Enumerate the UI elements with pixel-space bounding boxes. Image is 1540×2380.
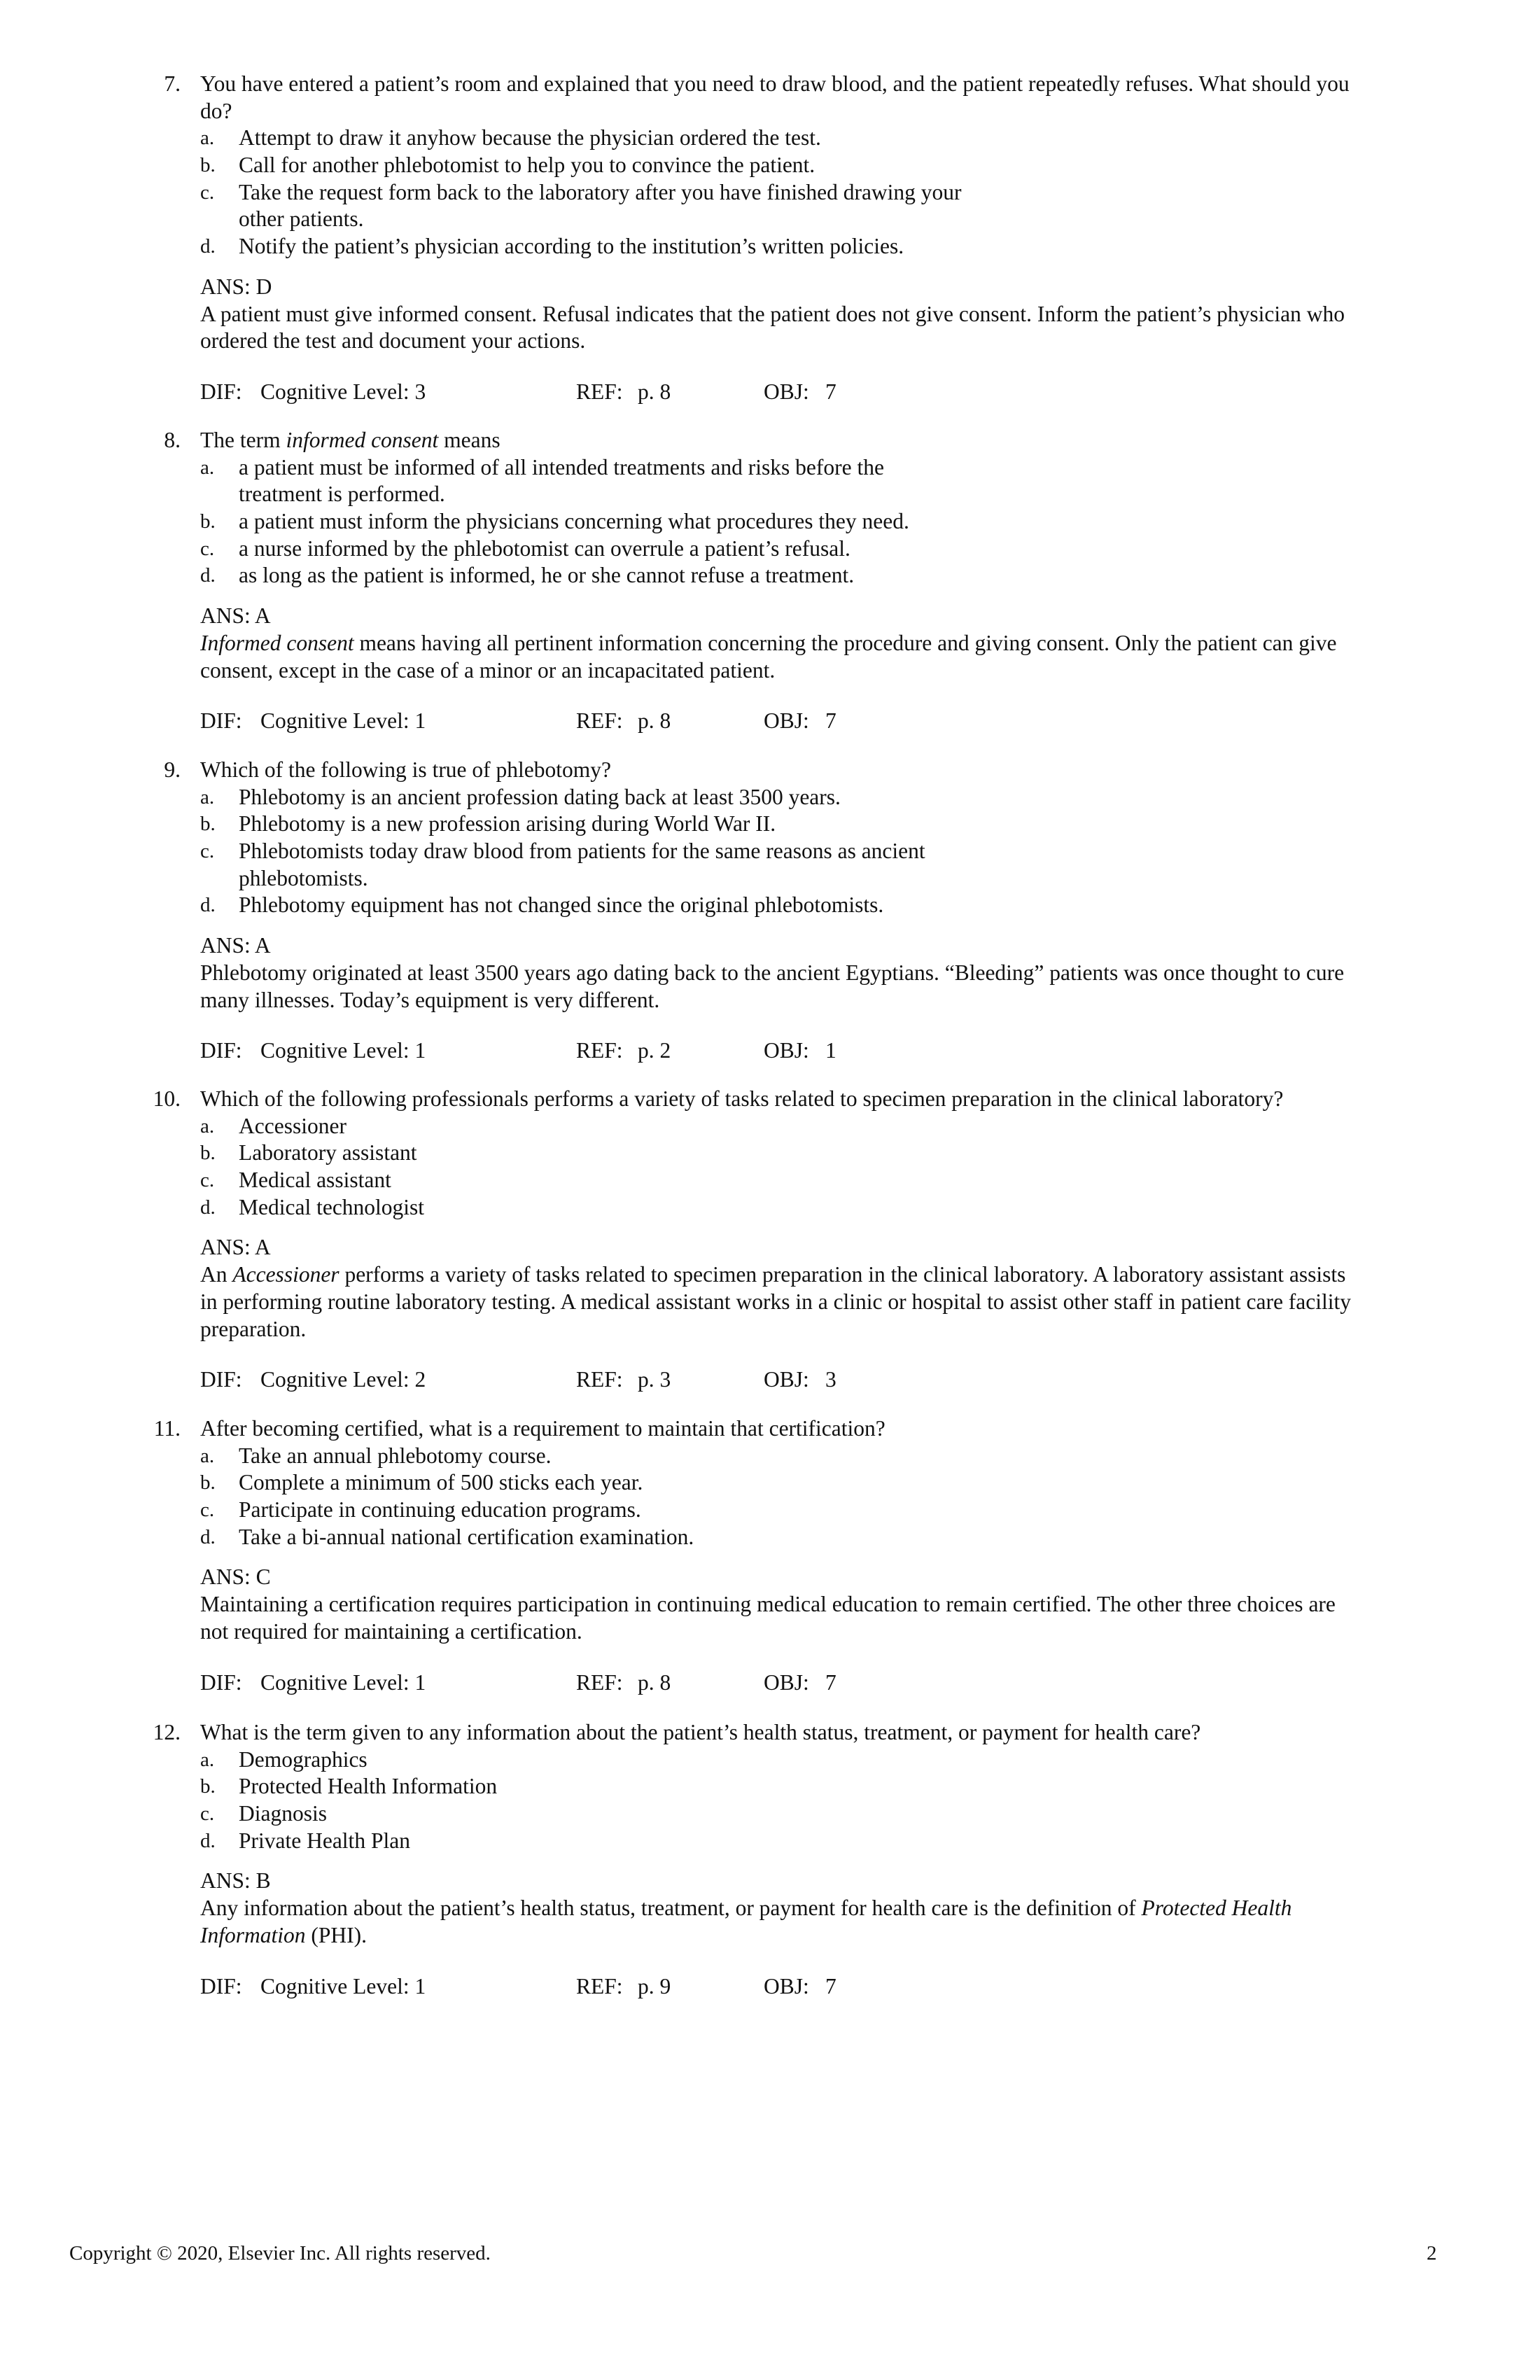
meta-ref-label: REF:	[576, 1038, 623, 1063]
question-metadata	[0, 1973, 1540, 2001]
question-stem-line	[0, 757, 1540, 784]
meta-obj-label: OBJ:	[764, 1670, 809, 1695]
meta-ref-label: REF:	[576, 379, 623, 404]
option-text: a nurse informed by the phlebotomist can overrule a patient’s refusal.	[239, 536, 850, 561]
option-letter: a.	[200, 1748, 215, 1771]
question-number: 10.	[153, 1086, 181, 1111]
option-text: Take an annual phlebotomy course.	[239, 1443, 552, 1468]
question-number: 12.	[153, 1720, 181, 1744]
answer-option	[0, 481, 1540, 508]
meta-ref: p. 9	[638, 1973, 671, 1998]
answer-option	[0, 125, 1540, 152]
answer-option	[0, 1469, 1540, 1497]
meta-dif: Cognitive Level: 3	[260, 379, 426, 404]
question-stem-line	[0, 1415, 1540, 1443]
question-stem-line	[0, 98, 1540, 125]
question-stem-text	[200, 1086, 1283, 1113]
meta-dif: Cognitive Level: 2	[260, 1367, 426, 1392]
option-text: Attempt to draw it anyhow because the physician ordered the test.	[239, 125, 821, 150]
answer-option	[0, 1773, 1540, 1800]
option-letter: c.	[200, 537, 215, 560]
text-segment: preparation.	[200, 1316, 307, 1341]
option-letter: a.	[200, 1444, 215, 1467]
option-letter: c.	[200, 1169, 215, 1192]
text-segment: Maintaining a certification requires participation in continuing medical education to remain certified. The other three choices are	[200, 1592, 1336, 1617]
text-segment: consent, except in the case of a minor or an incapacitated patient.	[200, 657, 776, 682]
question-10	[0, 1086, 1540, 1394]
text-segment: Which of the following professionals performs a variety of tasks related to specimen preparation in the clinical laboratory?	[200, 1086, 1284, 1111]
explanation-line	[0, 1895, 1540, 1922]
option-text: Laboratory assistant	[239, 1140, 417, 1166]
text-segment: A patient must give informed consent. Refusal indicates that the patient does not give consent. Inform the patient’s physician who	[200, 301, 1345, 326]
question-number: 7.	[164, 71, 181, 96]
question-number: 11.	[153, 1416, 181, 1441]
explanation-text	[200, 1618, 582, 1646]
question-8	[0, 427, 1540, 735]
answer-option	[0, 1443, 1540, 1470]
question-stem-text	[200, 757, 611, 784]
option-text: Phlebotomists today draw blood from patients for the same reasons as ancient	[239, 839, 925, 864]
explanation-text	[200, 328, 585, 355]
answer-key	[0, 274, 1540, 301]
explanation-text	[200, 1895, 1292, 1922]
question-metadata	[0, 708, 1540, 735]
option-letter: c.	[200, 840, 215, 863]
option-text: Notify the patient’s physician according to the institution’s written policies.	[239, 234, 904, 259]
question-metadata	[0, 1670, 1540, 1697]
answer-option	[0, 1167, 1540, 1194]
option-text: Medical technologist	[239, 1194, 425, 1219]
question-stem-line	[0, 71, 1540, 98]
option-text: as long as the patient is informed, he or she cannot refuse a treatment.	[239, 563, 855, 588]
meta-dif-label: DIF:	[200, 1038, 242, 1063]
meta-dif: Cognitive Level: 1	[260, 708, 426, 734]
question-stem-line	[0, 1719, 1540, 1746]
option-text: Call for another phlebotomist to help you to convince the patient.	[239, 153, 816, 178]
answer-text: ANS: B	[200, 1868, 271, 1893]
answer-option	[0, 1524, 1540, 1551]
explanation-text	[200, 301, 1345, 328]
option-letter: a.	[200, 127, 215, 150]
meta-obj-label: OBJ:	[764, 708, 809, 734]
option-letter: c.	[200, 1802, 215, 1826]
explanation-line	[0, 657, 1540, 685]
meta-ref: p. 8	[638, 1670, 671, 1695]
text-segment: means having all pertinent information concerning the procedure and giving consent. Only the patient can give	[354, 630, 1337, 655]
option-letter: b.	[200, 1142, 216, 1165]
text-segment: After becoming certified, what is a requirement to maintain that certification?	[200, 1416, 886, 1441]
meta-ref-label: REF:	[576, 1670, 623, 1695]
question-metadata	[0, 1037, 1540, 1065]
explanation-text	[200, 657, 775, 685]
meta-obj: 1	[825, 1038, 836, 1063]
option-text: other patients.	[239, 206, 364, 232]
option-letter: b.	[200, 1471, 216, 1494]
question-number: 8.	[164, 428, 181, 452]
question-stem-text	[200, 71, 1350, 98]
question-9	[0, 757, 1540, 1065]
answer-option	[0, 1746, 1540, 1774]
question-7	[0, 71, 1540, 406]
meta-dif-label: DIF:	[200, 708, 242, 734]
meta-obj: 7	[825, 1670, 836, 1695]
text-segment: not required for maintaining a certification.	[200, 1618, 582, 1644]
meta-ref: p. 8	[638, 379, 671, 404]
answer-option	[0, 536, 1540, 563]
question-metadata	[0, 1366, 1540, 1394]
option-text: Participate in continuing education programs.	[239, 1497, 641, 1522]
explanation-text	[200, 1591, 1336, 1618]
option-text: Private Health Plan	[239, 1828, 410, 1853]
question-number: 9.	[164, 757, 181, 782]
explanation-line	[0, 1289, 1540, 1316]
option-text: Phlebotomy is an ancient profession dating back at least 3500 years.	[239, 784, 841, 809]
meta-obj-label: OBJ:	[764, 1973, 809, 1998]
meta-ref-label: REF:	[576, 708, 623, 734]
answer-option	[0, 784, 1540, 811]
text-segment: Any information about the patient’s health status, treatment, or payment for health care is the definition of	[200, 1896, 1142, 1921]
meta-obj: 7	[825, 1973, 836, 1998]
explanation-line	[0, 301, 1540, 328]
option-text: Take the request form back to the laboratory after you have finished drawing your	[239, 179, 962, 204]
option-letter: a.	[200, 785, 215, 808]
answer-text: ANS: A	[200, 933, 271, 958]
option-letter: d.	[200, 1525, 216, 1548]
option-letter: c.	[200, 1499, 215, 1522]
explanation-text	[200, 1289, 1351, 1316]
explanation-text	[200, 1922, 367, 1949]
answer-text: ANS: C	[200, 1564, 271, 1590]
answer-option	[0, 206, 1540, 233]
option-letter: d.	[200, 564, 216, 587]
text-segment: Protected Health	[1141, 1896, 1292, 1921]
option-letter: d.	[200, 894, 216, 917]
option-letter: b.	[200, 510, 216, 533]
option-text: Accessioner	[239, 1113, 346, 1138]
option-letter: c.	[200, 181, 215, 204]
option-text: Medical assistant	[239, 1168, 391, 1193]
option-text: treatment is performed.	[239, 482, 445, 507]
answer-key	[0, 1868, 1540, 1895]
meta-ref: p. 8	[638, 708, 671, 734]
option-text: phlebotomists.	[239, 865, 368, 890]
meta-dif-label: DIF:	[200, 379, 242, 404]
answer-option	[0, 562, 1540, 589]
option-letter: b.	[200, 154, 216, 177]
answer-key	[0, 1234, 1540, 1261]
question-11	[0, 1415, 1540, 1696]
answer-option	[0, 1497, 1540, 1524]
option-text: Complete a minimum of 500 sticks each year.	[239, 1470, 643, 1495]
question-stem-line	[0, 427, 1540, 454]
meta-obj: 7	[825, 708, 836, 734]
option-letter: a.	[200, 456, 215, 479]
explanation-line	[0, 987, 1540, 1014]
explanation-text	[200, 987, 659, 1014]
option-text: Phlebotomy equipment has not changed since the original phlebotomists.	[239, 892, 884, 918]
answer-text: ANS: D	[200, 274, 272, 299]
option-text: Phlebotomy is a new profession arising during World War II.	[239, 811, 776, 836]
question-stem-text	[200, 1719, 1200, 1746]
answer-key	[0, 1564, 1540, 1591]
question-stem-line	[0, 1086, 1540, 1113]
explanation-line	[0, 1618, 1540, 1646]
meta-obj-label: OBJ:	[764, 1038, 809, 1063]
meta-dif-label: DIF:	[200, 1973, 242, 1998]
option-letter: d.	[200, 1196, 216, 1219]
meta-dif-label: DIF:	[200, 1670, 242, 1695]
answer-option	[0, 811, 1540, 838]
meta-dif: Cognitive Level: 1	[260, 1973, 426, 1998]
answer-option	[0, 1140, 1540, 1167]
meta-obj-label: OBJ:	[764, 1367, 809, 1392]
option-letter: b.	[200, 1775, 216, 1798]
text-segment: in performing routine laboratory testing. A medical assistant works in a clinic or hospital to assist other staff in patient care facility	[200, 1289, 1352, 1314]
option-letter: d.	[200, 235, 216, 258]
text-segment: Informed consent	[200, 630, 354, 655]
explanation-line	[0, 1261, 1540, 1289]
meta-obj: 7	[825, 379, 836, 404]
meta-obj-label: OBJ:	[764, 379, 809, 404]
explanation-text	[200, 1261, 1345, 1289]
page-number: 2	[1427, 2242, 1437, 2264]
explanation-line	[0, 328, 1540, 355]
question-stem-text	[200, 1415, 886, 1443]
answer-option	[0, 865, 1540, 892]
meta-dif: Cognitive Level: 1	[260, 1038, 426, 1063]
explanation-text	[200, 630, 1337, 657]
meta-obj: 3	[825, 1367, 836, 1392]
explanation-line	[0, 960, 1540, 987]
answer-key	[0, 603, 1540, 630]
option-text: Demographics	[239, 1746, 368, 1772]
text-segment: An	[200, 1262, 233, 1287]
meta-ref-label: REF:	[576, 1367, 623, 1392]
option-text: Take a bi-annual national certification examination.	[239, 1524, 694, 1549]
answer-option	[0, 838, 1540, 865]
text-segment: do?	[200, 98, 232, 123]
answer-option	[0, 1194, 1540, 1222]
answer-text: ANS: A	[200, 1235, 271, 1260]
text-segment: means	[438, 428, 500, 452]
text-segment: Which of the following is true of phlebotomy?	[200, 757, 611, 782]
answer-option	[0, 508, 1540, 536]
meta-ref: p. 2	[638, 1038, 671, 1063]
text-segment: Phlebotomy originated at least 3500 years ago dating back to the ancient Egyptians. “Bleeding” patients was once thought to cure	[200, 960, 1345, 985]
option-text: a patient must inform the physicians concerning what procedures they need.	[239, 509, 909, 534]
answer-option	[0, 152, 1540, 179]
text-segment: informed consent	[286, 428, 439, 452]
question-12	[0, 1719, 1540, 2000]
answer-option	[0, 1113, 1540, 1140]
explanation-line	[0, 1922, 1540, 1949]
option-text: Diagnosis	[239, 1801, 327, 1826]
answer-option	[0, 179, 1540, 206]
text-segment: performs a variety of tasks related to specimen preparation in the clinical laboratory. A laboratory assistant assists	[339, 1262, 1346, 1287]
answer-text: ANS: A	[200, 603, 271, 629]
question-stem-text	[200, 427, 500, 454]
explanation-text	[200, 1316, 306, 1343]
explanation-line	[0, 630, 1540, 657]
text-segment: What is the term given to any information about the patient’s health status, treatment, or payment for health care?	[200, 1720, 1201, 1744]
explanation-text	[200, 960, 1344, 987]
answer-option	[0, 1800, 1540, 1828]
copyright-footer: Copyright © 2020, Elsevier Inc. All rights reserved.	[69, 2242, 491, 2264]
meta-ref: p. 3	[638, 1367, 671, 1392]
meta-dif: Cognitive Level: 1	[260, 1670, 426, 1695]
text-segment: Accessioner	[232, 1262, 340, 1287]
text-segment: Information	[200, 1922, 306, 1947]
option-letter: a.	[200, 1114, 215, 1138]
question-metadata	[0, 379, 1540, 406]
text-segment: You have entered a patient’s room and explained that you need to draw blood, and the patient repeatedly refuses. What should you	[200, 71, 1350, 96]
answer-option	[0, 1828, 1540, 1855]
question-stem-text	[200, 98, 232, 125]
option-letter: b.	[200, 813, 216, 836]
meta-dif-label: DIF:	[200, 1367, 242, 1392]
answer-option	[0, 233, 1540, 260]
meta-ref-label: REF:	[576, 1973, 623, 1998]
text-segment: many illnesses. Today’s equipment is very different.	[200, 987, 660, 1012]
explanation-line	[0, 1591, 1540, 1618]
option-letter: d.	[200, 1829, 216, 1852]
text-segment: The term	[200, 428, 286, 452]
explanation-line	[0, 1316, 1540, 1343]
answer-option	[0, 454, 1540, 482]
option-text: a patient must be informed of all intended treatments and risks before the	[239, 454, 884, 479]
text-segment: ordered the test and document your actions.	[200, 328, 586, 354]
answer-option	[0, 892, 1540, 919]
text-segment: (PHI).	[305, 1922, 368, 1947]
option-text: Protected Health Information	[239, 1774, 498, 1799]
answer-key	[0, 932, 1540, 960]
